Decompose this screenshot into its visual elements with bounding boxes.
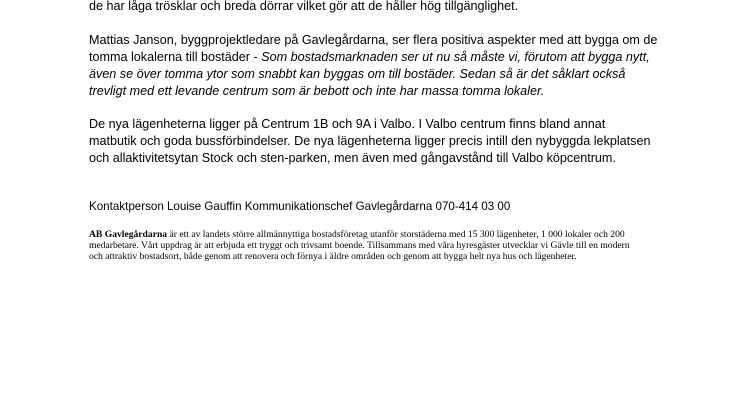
contact-line: Kontaktperson Louise Gauffin Kommunikationschef Gavlegårdarna 070-414 03 00 xyxy=(89,200,511,213)
company-boilerplate xyxy=(89,229,699,262)
boilerplate-line xyxy=(89,229,699,240)
paragraph-accessibility xyxy=(89,0,709,15)
paragraph-location xyxy=(89,116,729,167)
paragraph-line xyxy=(89,49,709,66)
paragraph-line: de har låga trösklar och breda dörrar vilket gör att de håller hög tillgänglighet. xyxy=(89,0,519,13)
company-name: AB Gavlegårdarna xyxy=(89,229,168,240)
quote-text: trevligt med ett levande centrum som är bebott och inte har massa tomma lokaler. xyxy=(89,84,545,98)
paragraph-text: tomma lokalerna till bostäder - xyxy=(89,50,262,64)
boilerplate-line: och attraktiv bostadsort, både genom att renovera och förnya i äldre områden och genom att bygga helt nya hus och lägenheter. xyxy=(89,251,577,262)
paragraph-project-leader-quote xyxy=(89,32,709,100)
paragraph-line: matbutik och goda bussförbindelser. De nya lägenheterna ligger precis intill den nybyggda lekplatsen xyxy=(89,134,651,148)
paragraph-line: De nya lägenheterna ligger på Centrum 1B och 9A i Valbo. I Valbo centrum finns bland annat xyxy=(89,117,606,131)
paragraph-line: och allaktivitetsytan Stock och sten-parken, men även med gångavstånd till Valbo köpcentrum. xyxy=(89,151,616,165)
quote-text: även se över tomma ytor som snabbt kan byggas om till bostäder. Sedan så är det såklart också xyxy=(89,67,626,81)
quote-text: Som bostadsmarknaden ser ut nu så måste vi, förutom att bygga nytt, xyxy=(261,50,650,64)
boilerplate-text: är ett av landets större allmännyttiga bostadsföretag utanför storstäderna med 15 300 lägenheter, 1 000 lokaler och 200 xyxy=(167,229,625,240)
boilerplate-line: medarbetare. Vårt uppdrag är att erbjuda ett tryggt och trivsamt boende. Tillsammans med våra hyresgäster utvecklar vi Gävle till en modern xyxy=(89,240,630,251)
paragraph-line: Mattias Janson, byggprojektledare på Gavlegårdarna, ser flera positiva aspekter med att bygga om de xyxy=(89,33,658,47)
